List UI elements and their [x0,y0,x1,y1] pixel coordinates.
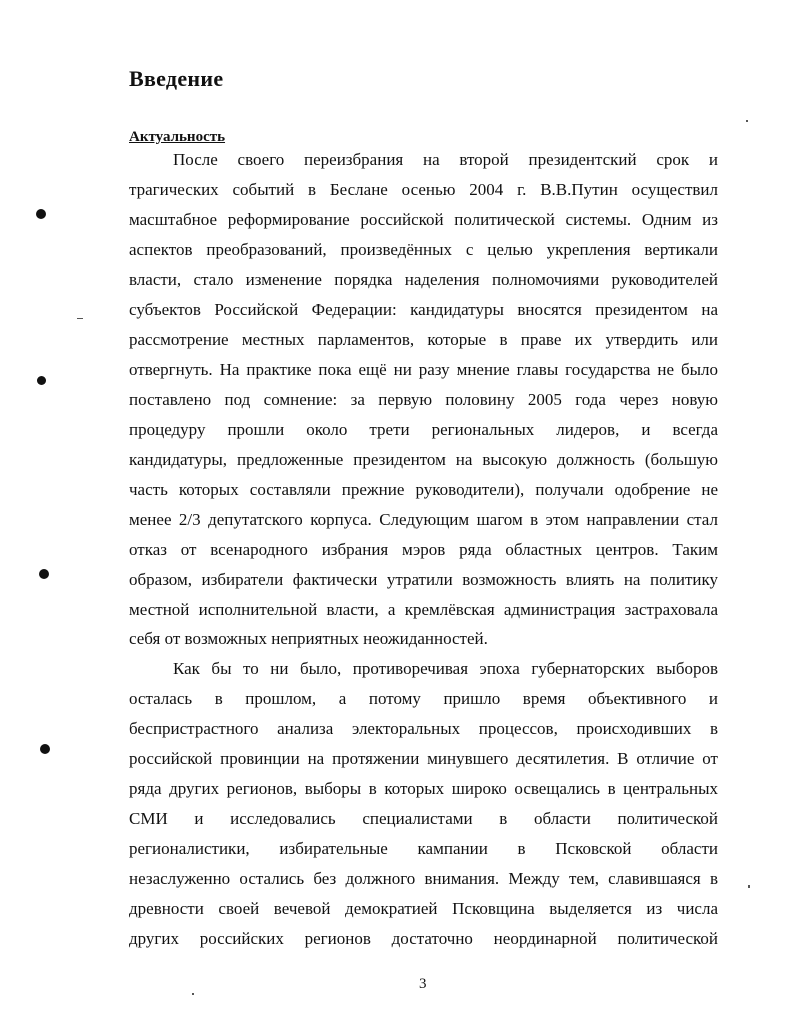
text-line: ряда других регионов, выборы в которых широко освещались в центральных [129,779,718,798]
text-line: масштабное реформирование российской политической системы. Одним из [129,210,718,229]
text-line: трагических событий в Беслане осенью 2004 г. В.В.Путин осуществил [129,180,718,199]
text-line: незаслуженно остались без должного внимания. Между тем, славившаяся в [129,869,718,888]
page-title: Введение [129,66,224,91]
binder-hole-mark [40,744,50,754]
text-line: власти, стало изменение порядка наделения полномочиями руководителей [129,270,718,289]
section-subheading: Актуальность [129,129,226,145]
binder-hole-mark [39,569,49,579]
text-line: регионалистики, избирательные кампании в Псковской области [129,839,718,858]
text-line: других российских регионов достаточно неординарной политической [129,929,718,948]
text-line: поставлено под сомнение: за первую половину 2005 года через новую [129,390,718,409]
text-line: субъектов Российской Федерации: кандидатуры вносятся президентом на [129,300,718,319]
binder-hole-mark [36,209,46,219]
text-line: местной исполнительной власти, а кремлёвская администрация застраховала [129,600,718,619]
binder-hole-mark [37,376,46,385]
text-line: образом, избиратели фактически утратили возможность влиять на политику [129,570,718,589]
scan-speck [77,318,83,319]
text-line: российской провинции на протяжении минувшего десятилетия. В отличие от [129,749,718,768]
text-line: кандидатуры, предложенные президентом на высокую должность (большую [129,450,718,469]
text-line: древности своей вечевой демократией Псковщина выделяется из числа [129,899,718,918]
scan-speck [748,885,750,888]
text-line: аспектов преобразований, произведённых с целью укрепления вертикали [129,240,718,259]
text-line: отказ от всенародного избрания мэров ряда областных центров. Таким [129,540,718,559]
text-line: Как бы то ни было, противоречивая эпоха губернаторских выборов [173,659,718,678]
text-line: отвергнуть. На практике пока ещё ни разу мнение главы государства не было [129,360,718,379]
text-line: рассмотрение местных парламентов, которые в праве их утвердить или [129,330,718,349]
text-line: часть которых составляли прежние руководители), получали одобрение не [129,480,718,499]
text-line: СМИ и исследовались специалистами в области политической [129,809,718,828]
text-line: себя от возможных неприятных неожиданностей. [129,629,488,648]
scan-speck [192,993,194,995]
text-line: После своего переизбрания на второй президентский срок и [173,150,718,169]
text-line: менее 2/3 депутатского корпуса. Следующим шагом в этом направлении стал [129,510,718,529]
text-line: беспристрастного анализа электоральных процессов, происходивших в [129,719,718,738]
text-line: процедуру прошли около трети региональных лидеров, и всегда [129,420,718,439]
page-number: 3 [419,976,427,992]
text-line: осталась в прошлом, а потому пришло время объективного и [129,689,718,708]
scan-speck [746,120,748,122]
